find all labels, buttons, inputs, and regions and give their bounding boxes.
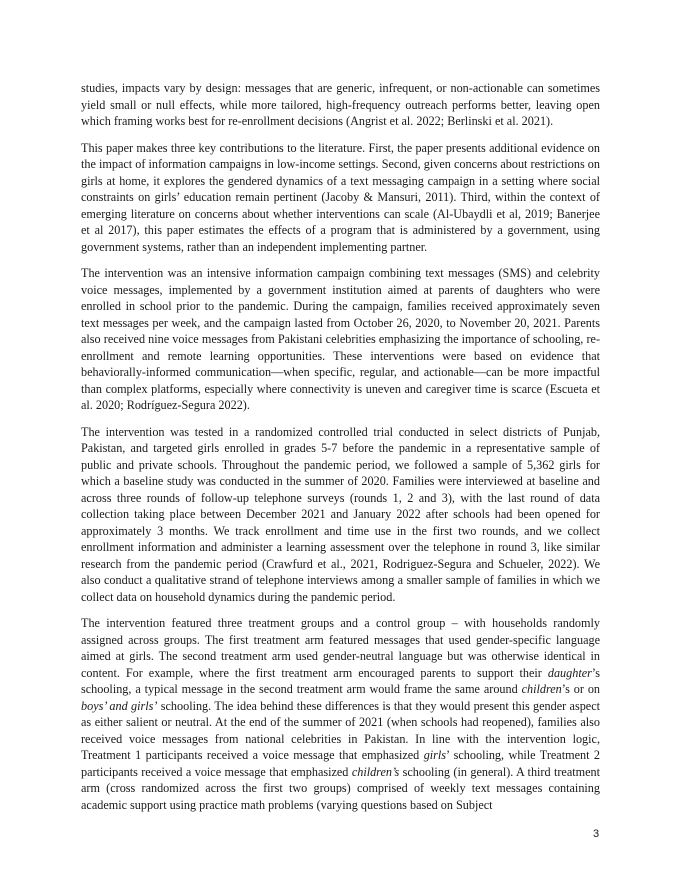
text-run: ’s schooling, a typical message in the second treatment arm would frame the same around xyxy=(81,665,600,696)
italic-text-run: boys’ and girls’ xyxy=(81,698,158,713)
text-run: schooling. The idea behind these differences is that they would present this gender aspect as either salient or neutral. At the end of the summer of 2021 (when schools had reopened), families also received voice messages from national celebrities in Pakistan. In line with the intervention logic, Treatment 1 participants received a voice message that emphasized xyxy=(81,698,600,762)
text-run: ’ schooling, while Treatment 2 participants received a voice message that emphasized xyxy=(81,748,600,779)
document-body xyxy=(81,80,600,823)
italic-text-run: girls xyxy=(423,748,447,762)
page-number: 3 xyxy=(593,828,600,840)
body-paragraph xyxy=(81,80,600,130)
text-run: schooling (in general). A third treatment arm (cross randomized across the first two groups) comprised of weekly text messages containing academic support using practice math problems (varying questions based on Subject xyxy=(81,764,600,812)
body-paragraph xyxy=(81,140,600,256)
text-run: The intervention was an intensive information campaign combining text messages (SMS) and celebrity voice messages, implemented by a government institution aimed at parents of daughters who were enrolled in school prior to the pandemic. During the campaign, families received approximately seven text messages per week, and the campaign lasted from October 26, 2020, to November 20, 2021. Parents also received nine voice messages from Pakistani celebrities emphasizing the importance of schooling, re-enrollment and remote learning opportunities. These interventions were based on evidence that behaviorally-informed communication—when specific, regular, and actionable—can be more impactful than complex platforms, especially where connectivity is uneven and caregiver time is scarce (Escueta et al. 2020; Rodríguez-Segura 2022). xyxy=(81,266,600,412)
text-run: The intervention was tested in a randomized controlled trial conducted in select districts of Punjab, Pakistan, and targeted girls enrolled in grades 5-7 before the pandemic in a representative sample of public and private schools. Throughout the pandemic period, we followed a sample of 5,362 girls for which a baseline study was conducted in the summer of 2020. Families were interviewed at baseline and across three rounds of follow-up telephone surveys (rounds 1, 2 and 3), with the last round of data collection taking place between December 2021 and January 2022 after schools had been opened for approximately 3 months. We track enrollment and time use in the first two rounds, and we collect enrollment information and administer a learning assessment over the telephone in round 3, like similar research from the pandemic period (Crawfurd et al., 2021, Rodriguez-Segura and Schueler, 2022). We also conduct a qualitative strand of telephone interviews among a smaller sample of families in which we collect data on household dynamics during the pandemic period. xyxy=(81,424,600,604)
text-run: studies, impacts vary by design: messages that are generic, infrequent, or non-actionable can sometimes yield small or null effects, while more tailored, high-frequency outreach performs better, leaving open which framing works best for re-enrollment decisions (Angrist et al. 2022; Berlinski et al. 2021). xyxy=(81,81,600,128)
text-run: The intervention featured three treatment groups and a control group – with households randomly assigned across groups. The first treatment arm featured messages that used gender-specific language aimed at girls. The second treatment arm used gender-neutral language but was otherwise identical in content. For example, where the first treatment arm encouraged parents to support their xyxy=(81,616,600,680)
italic-text-run: daughter xyxy=(547,665,592,680)
body-paragraph xyxy=(81,424,600,606)
italic-text-run: children’s xyxy=(351,764,400,779)
body-paragraph xyxy=(81,615,600,813)
text-run: ’s or on xyxy=(561,682,601,696)
body-paragraph xyxy=(81,265,600,414)
italic-text-run: children xyxy=(521,682,562,696)
text-run: This paper makes three key contributions to the literature. First, the paper presents additional evidence on the impact of information campaigns in low-income settings. Second, given concerns about restrictions on girls at home, it explores the gendered dynamics of a text messaging campaign in a setting where social constraints on girls’ education remain pertinent (Jacoby & Mansuri, 2011). Third, within the context of emerging literature on concerns about whether interventions can scale (Al-Ubaydli et al, 2019; Banerjee et al 2017), this paper estimates the effects of a program that is administered by a government, using government systems, rather than an independent implementing partner. xyxy=(81,140,600,254)
